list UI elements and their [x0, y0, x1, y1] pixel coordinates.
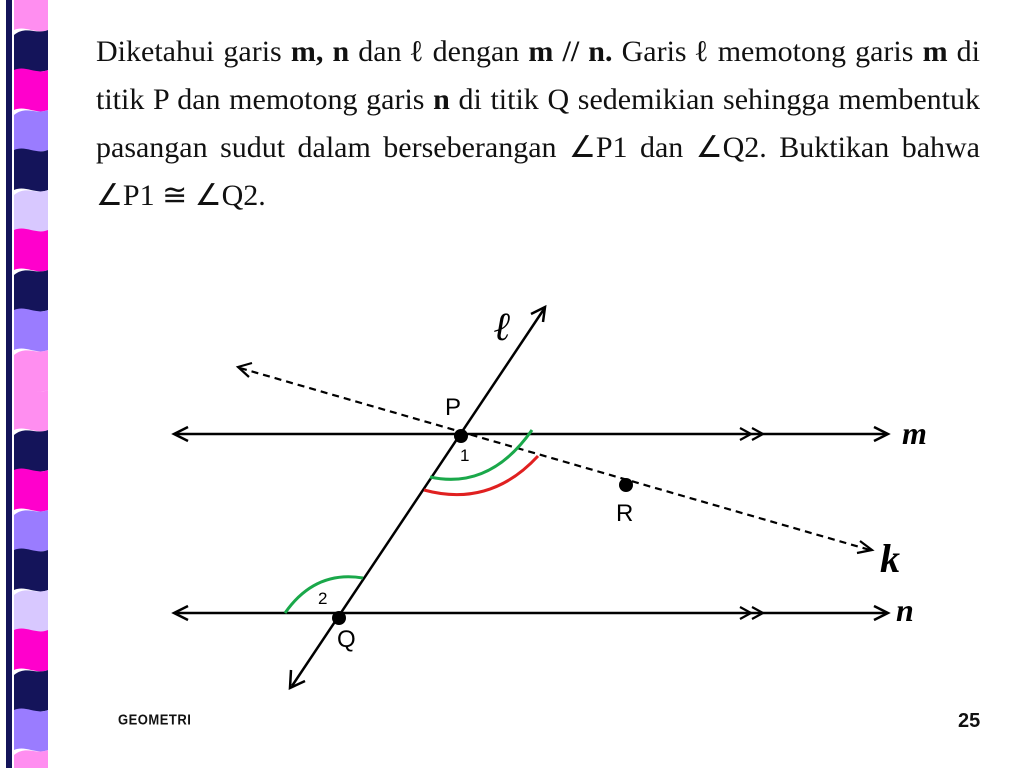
- line-m: [174, 427, 888, 441]
- point-p-dot: [454, 429, 468, 443]
- point-q-dot: [332, 611, 346, 625]
- text-run: di titik P dan memotong garis: [96, 35, 981, 116]
- line-m-label: m: [902, 415, 927, 451]
- text-run: dengan: [423, 35, 529, 68]
- page-number: 25: [958, 710, 981, 732]
- text-run: Garis: [612, 35, 696, 68]
- point-r-dot: [619, 478, 633, 492]
- bold-term: ℓ: [695, 35, 709, 68]
- bold-term: m: [922, 35, 948, 68]
- line-l: [290, 307, 545, 688]
- text-run: Diketahui garis: [96, 35, 291, 68]
- text-run: di titik Q sedemikian sehingga membentuk pasangan sudut dalam berseberangan ∠P1 dan ∠Q2. Buktikan bahwa ∠P1 ≅ ∠Q2.: [96, 83, 980, 212]
- line-n-label: n: [896, 592, 914, 628]
- line-k-label: k: [880, 536, 900, 581]
- point-r-label: R: [616, 500, 634, 527]
- line-l-label: ℓ: [494, 304, 512, 349]
- footer-course-title: GEOMETRI: [118, 710, 192, 729]
- text-run: memotong garis: [708, 35, 923, 68]
- line-k: [238, 363, 872, 553]
- line-n: [174, 606, 888, 620]
- bold-term: n: [433, 83, 450, 116]
- bold-term: m, n: [290, 35, 350, 68]
- point-p-label: P: [445, 394, 462, 421]
- angle-p1-label: 1: [460, 446, 470, 465]
- bold-term: ℓ: [410, 35, 424, 68]
- angle-q2-label: 2: [318, 589, 328, 608]
- text-run: dan: [349, 35, 411, 68]
- bold-term: m // n.: [528, 35, 613, 68]
- point-q-label: Q: [337, 626, 356, 653]
